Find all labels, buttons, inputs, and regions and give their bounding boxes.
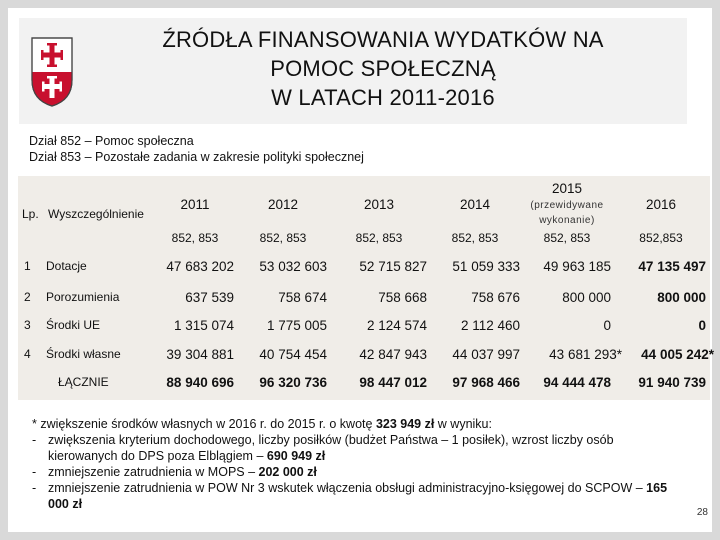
row-1-2014: 51 059 333 bbox=[452, 259, 520, 274]
row-2-label: Porozumienia bbox=[46, 290, 120, 304]
row-3-2016: 0 bbox=[698, 318, 706, 333]
title-line-3: W LATACH 2011-2016 bbox=[271, 85, 495, 110]
total-2011: 88 940 696 bbox=[166, 375, 234, 390]
row-1-2011: 47 683 202 bbox=[166, 259, 234, 274]
footnote bbox=[32, 416, 682, 512]
total-2015: 94 444 478 bbox=[543, 375, 611, 390]
row-4-2014: 44 037 997 bbox=[452, 347, 520, 362]
row-2-2015: 800 000 bbox=[562, 290, 611, 305]
header-year-2012: 2012 bbox=[267, 197, 299, 212]
total-label: ŁĄCZNIE bbox=[58, 375, 109, 389]
row-3-2014: 2 112 460 bbox=[460, 318, 520, 333]
title-line-1: ŹRÓDŁA FINANSOWANIA WYDATKÓW NA bbox=[162, 27, 604, 52]
row-1-2013: 52 715 827 bbox=[359, 259, 427, 274]
header-dzial-2016: 852,853 bbox=[639, 231, 683, 245]
row-3-2015: 0 bbox=[603, 318, 611, 333]
header-dzial-2011: 852, 853 bbox=[171, 231, 219, 245]
row-3-2012: 1 775 005 bbox=[266, 318, 327, 333]
row-3-label: Środki UE bbox=[46, 318, 101, 332]
header-dzial-2012: 852, 853 bbox=[259, 231, 307, 245]
header-description: Wyszczególnienie bbox=[48, 207, 144, 221]
row-2-2016: 800 000 bbox=[657, 290, 706, 305]
footnote-intro: * zwiększenie środków własnych w 2016 r. do 2015 r. o kwotę 323 949 zł w wyniku: bbox=[32, 417, 492, 431]
row-1-2015: 49 963 185 bbox=[543, 259, 611, 274]
header-year-2011: 2011 bbox=[180, 197, 210, 212]
row-4-lp: 4 bbox=[24, 347, 31, 361]
header-dzial-2015: 852, 853 bbox=[543, 231, 591, 245]
row-2-lp: 2 bbox=[24, 290, 31, 304]
row-3-2011: 1 315 074 bbox=[173, 318, 234, 333]
row-1-label: Dotacje bbox=[46, 259, 87, 273]
row-2-2013: 758 668 bbox=[378, 290, 427, 305]
row-3-2013: 2 124 574 bbox=[366, 318, 427, 333]
title-line-2: POMOC SPOŁECZNĄ bbox=[270, 56, 496, 81]
row-4-2011: 39 304 881 bbox=[166, 347, 234, 362]
row-4-2012: 40 754 454 bbox=[259, 347, 327, 362]
header-year-2015: 2015 bbox=[551, 181, 583, 196]
total-2013: 98 447 012 bbox=[359, 375, 427, 390]
page-number: 28 bbox=[696, 507, 708, 518]
header-lp: Lp. bbox=[22, 207, 39, 221]
row-2-2011: 637 539 bbox=[185, 290, 234, 305]
footnote-item-2: - zmniejszenie zatrudnienia w MOPS – 202 000 zł bbox=[32, 465, 317, 479]
header-dzial-2013: 852, 853 bbox=[355, 231, 403, 245]
row-4-2016: 44 005 242* bbox=[641, 347, 714, 362]
row-2-2014: 758 676 bbox=[471, 290, 520, 305]
row-3-lp: 3 bbox=[24, 318, 31, 332]
row-2-2012: 758 674 bbox=[278, 290, 327, 305]
subtitle bbox=[29, 133, 364, 165]
footnote-item-3: - zmniejszenie zatrudnienia w POW Nr 3 wskutek włączenia obsługi administracyjno-księgowej do SCPOW – 165 000 zł bbox=[32, 481, 668, 511]
page-title bbox=[120, 25, 646, 112]
total-2016: 91 940 739 bbox=[638, 375, 706, 390]
row-4-2015: 43 681 293* bbox=[549, 347, 622, 362]
footnote-item-1: - zwiększenia kryterium dochodowego, liczby posiłków (budżet Państwa – 1 posiłek), wzrost liczby osób kierowanych do DPS poza Elblągiem – 690 949 zł bbox=[32, 433, 614, 463]
header-year-2014: 2014 bbox=[459, 197, 491, 212]
elblag-crest-logo bbox=[30, 36, 74, 108]
row-1-2012: 53 032 603 bbox=[259, 259, 327, 274]
row-4-2013: 42 847 943 bbox=[359, 347, 427, 362]
subtitle-line-2: Dział 853 – Pozostałe zadania w zakresie polityki społecznej bbox=[29, 150, 364, 164]
header-dzial-2014: 852, 853 bbox=[451, 231, 499, 245]
header-year-2015-note: (przewidywane wykonanie) bbox=[530, 200, 604, 226]
row-4-label: Środki własne bbox=[46, 347, 121, 361]
header-year-2016: 2016 bbox=[645, 197, 677, 212]
row-1-2016: 47 135 497 bbox=[638, 259, 706, 274]
total-2012: 96 320 736 bbox=[259, 375, 327, 390]
subtitle-line-1: Dział 852 – Pomoc społeczna bbox=[29, 134, 194, 148]
total-2014: 97 968 466 bbox=[452, 375, 520, 390]
row-1-lp: 1 bbox=[24, 259, 31, 273]
header-year-2013: 2013 bbox=[363, 197, 395, 212]
